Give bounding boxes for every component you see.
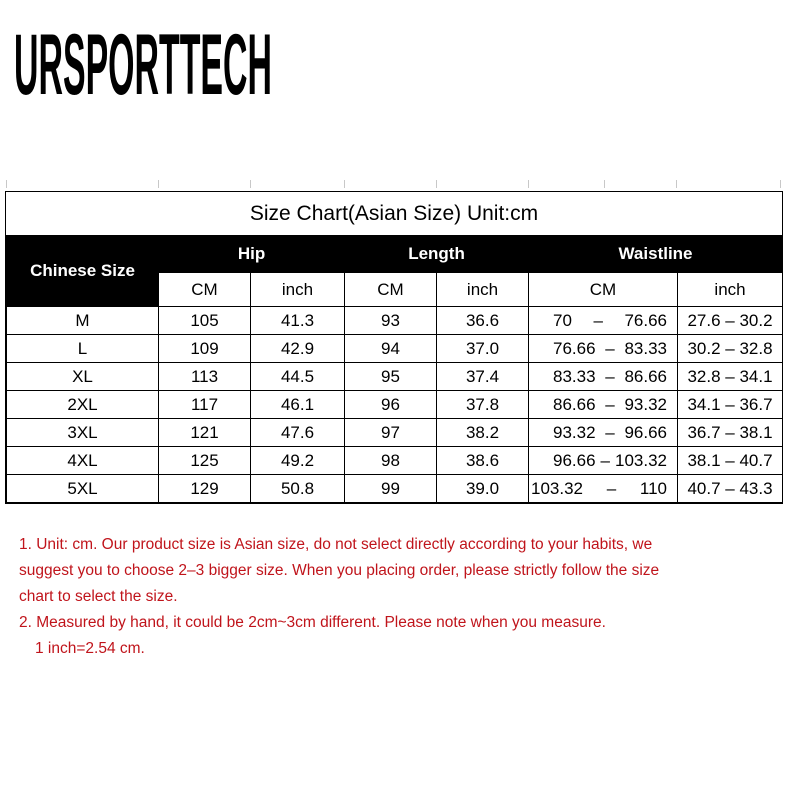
size-cell: 5XL xyxy=(7,475,159,503)
waist-cm-dash: – xyxy=(605,338,615,358)
waist-inch-cell: 36.7 – 38.1 xyxy=(678,419,783,447)
waist-inch-cell: 34.1 – 36.7 xyxy=(678,391,783,419)
size-chart xyxy=(5,191,783,504)
waist-inch-cell: 32.8 – 34.1 xyxy=(678,363,783,391)
length-cm-cell: 93 xyxy=(345,307,437,335)
subheader-hip-cm: CM xyxy=(159,273,251,307)
size-cell: L xyxy=(7,335,159,363)
waist-cm-min: 76.66 xyxy=(553,338,596,358)
waist-cm-dash: – xyxy=(605,422,615,442)
waist-cm-min: 93.32 xyxy=(553,422,596,442)
brand-logo xyxy=(14,17,276,113)
subheader-waist-inch: inch xyxy=(678,273,783,307)
table-row xyxy=(7,419,783,447)
waist-cm-cell xyxy=(529,419,678,447)
chart-title: Size Chart(Asian Size) Unit:cm xyxy=(249,202,539,225)
waist-cm-max: 110 xyxy=(639,478,667,498)
length-inch-cell: 37.8 xyxy=(437,391,529,419)
hip-inch-cell: 47.6 xyxy=(251,419,345,447)
header-row-groups xyxy=(7,236,783,273)
waist-inch-cell: 38.1 – 40.7 xyxy=(678,447,783,475)
length-inch-cell: 37.0 xyxy=(437,335,529,363)
subheader-hip-inch: inch xyxy=(251,273,345,307)
waist-cm-min: 83.33 xyxy=(553,366,596,386)
table-row xyxy=(7,363,783,391)
waist-inch-cell: 30.2 – 32.8 xyxy=(678,335,783,363)
waist-cm-dash: – xyxy=(605,394,615,414)
waist-cm-dash: – xyxy=(606,478,617,498)
table-row xyxy=(7,475,783,503)
length-inch-cell: 39.0 xyxy=(437,475,529,503)
waist-cm-min: 86.66 xyxy=(553,394,596,414)
hip-inch-cell: 41.3 xyxy=(251,307,345,335)
waist-cm-cell xyxy=(529,391,678,419)
length-cm-cell: 94 xyxy=(345,335,437,363)
size-notes xyxy=(19,532,789,662)
waist-cm-dash: – xyxy=(600,450,611,470)
hip-inch-cell: 50.8 xyxy=(251,475,345,503)
subheader-waist-cm: CM xyxy=(529,273,678,307)
length-cm-cell: 97 xyxy=(345,419,437,447)
waist-cm-cell xyxy=(529,335,678,363)
note-line: chart to select the size. xyxy=(19,588,178,605)
length-cm-cell: 95 xyxy=(345,363,437,391)
waist-cm-dash: – xyxy=(593,310,603,330)
header-waistline: Waistline xyxy=(529,236,783,273)
hip-inch-cell: 49.2 xyxy=(251,447,345,475)
subheader-length-inch: inch xyxy=(437,273,529,307)
waist-cm-min: 103.32 xyxy=(531,478,584,498)
waist-cm-max: 93.32 xyxy=(624,394,668,414)
length-cm-cell: 96 xyxy=(345,391,437,419)
subheader-length-cm: CM xyxy=(345,273,437,307)
table-row xyxy=(7,391,783,419)
waist-cm-min: 96.66 xyxy=(553,450,596,470)
header-length: Length xyxy=(345,236,529,273)
table-row xyxy=(7,307,783,335)
note-line: 1 inch=2.54 cm. xyxy=(35,640,145,657)
size-cell: XL xyxy=(7,363,159,391)
waist-cm-cell xyxy=(529,307,678,335)
size-table xyxy=(6,235,783,503)
hip-cm-cell: 113 xyxy=(159,363,251,391)
length-cm-cell: 98 xyxy=(345,447,437,475)
size-cell: M xyxy=(7,307,159,335)
waist-cm-cell xyxy=(529,447,678,475)
waist-cm-dash: – xyxy=(605,366,615,386)
note-line: 1. Unit: cm. Our product size is Asian size, do not select directly according to your habits, we xyxy=(19,536,653,553)
waist-cm-max: 86.66 xyxy=(624,366,668,386)
brand-name: URSPORTTECH xyxy=(14,17,272,113)
waist-cm-cell xyxy=(529,475,678,503)
hip-cm-cell: 109 xyxy=(159,335,251,363)
size-cell: 3XL xyxy=(7,419,159,447)
length-cm-cell: 99 xyxy=(345,475,437,503)
table-row xyxy=(7,335,783,363)
waist-cm-max: 76.66 xyxy=(624,310,668,330)
length-inch-cell: 36.6 xyxy=(437,307,529,335)
tick-strip xyxy=(0,180,800,188)
length-inch-cell: 37.4 xyxy=(437,363,529,391)
hip-cm-cell: 105 xyxy=(159,307,251,335)
length-inch-cell: 38.2 xyxy=(437,419,529,447)
note-line: suggest you to choose 2–3 bigger size. When you placing order, please strictly follow the size xyxy=(19,562,660,579)
header-hip: Hip xyxy=(159,236,345,273)
length-inch-cell: 38.6 xyxy=(437,447,529,475)
size-cell: 2XL xyxy=(7,391,159,419)
waist-inch-cell: 40.7 – 43.3 xyxy=(678,475,783,503)
waist-cm-min: 70 xyxy=(553,310,572,330)
waist-cm-max: 103.32 xyxy=(615,450,667,470)
hip-cm-cell: 117 xyxy=(159,391,251,419)
size-cell: 4XL xyxy=(7,447,159,475)
waist-cm-max: 83.33 xyxy=(624,338,668,358)
note-line: 2. Measured by hand, it could be 2cm~3cm different. Please note when you measure. xyxy=(19,614,606,631)
hip-cm-cell: 129 xyxy=(159,475,251,503)
waist-cm-max: 96.66 xyxy=(624,422,668,442)
hip-inch-cell: 42.9 xyxy=(251,335,345,363)
hip-inch-cell: 46.1 xyxy=(251,391,345,419)
waist-cm-cell xyxy=(529,363,678,391)
table-row xyxy=(7,447,783,475)
waist-inch-cell: 27.6 – 30.2 xyxy=(678,307,783,335)
hip-inch-cell: 44.5 xyxy=(251,363,345,391)
header-chinese-size: Chinese Size xyxy=(7,236,159,307)
hip-cm-cell: 125 xyxy=(159,447,251,475)
hip-cm-cell: 121 xyxy=(159,419,251,447)
